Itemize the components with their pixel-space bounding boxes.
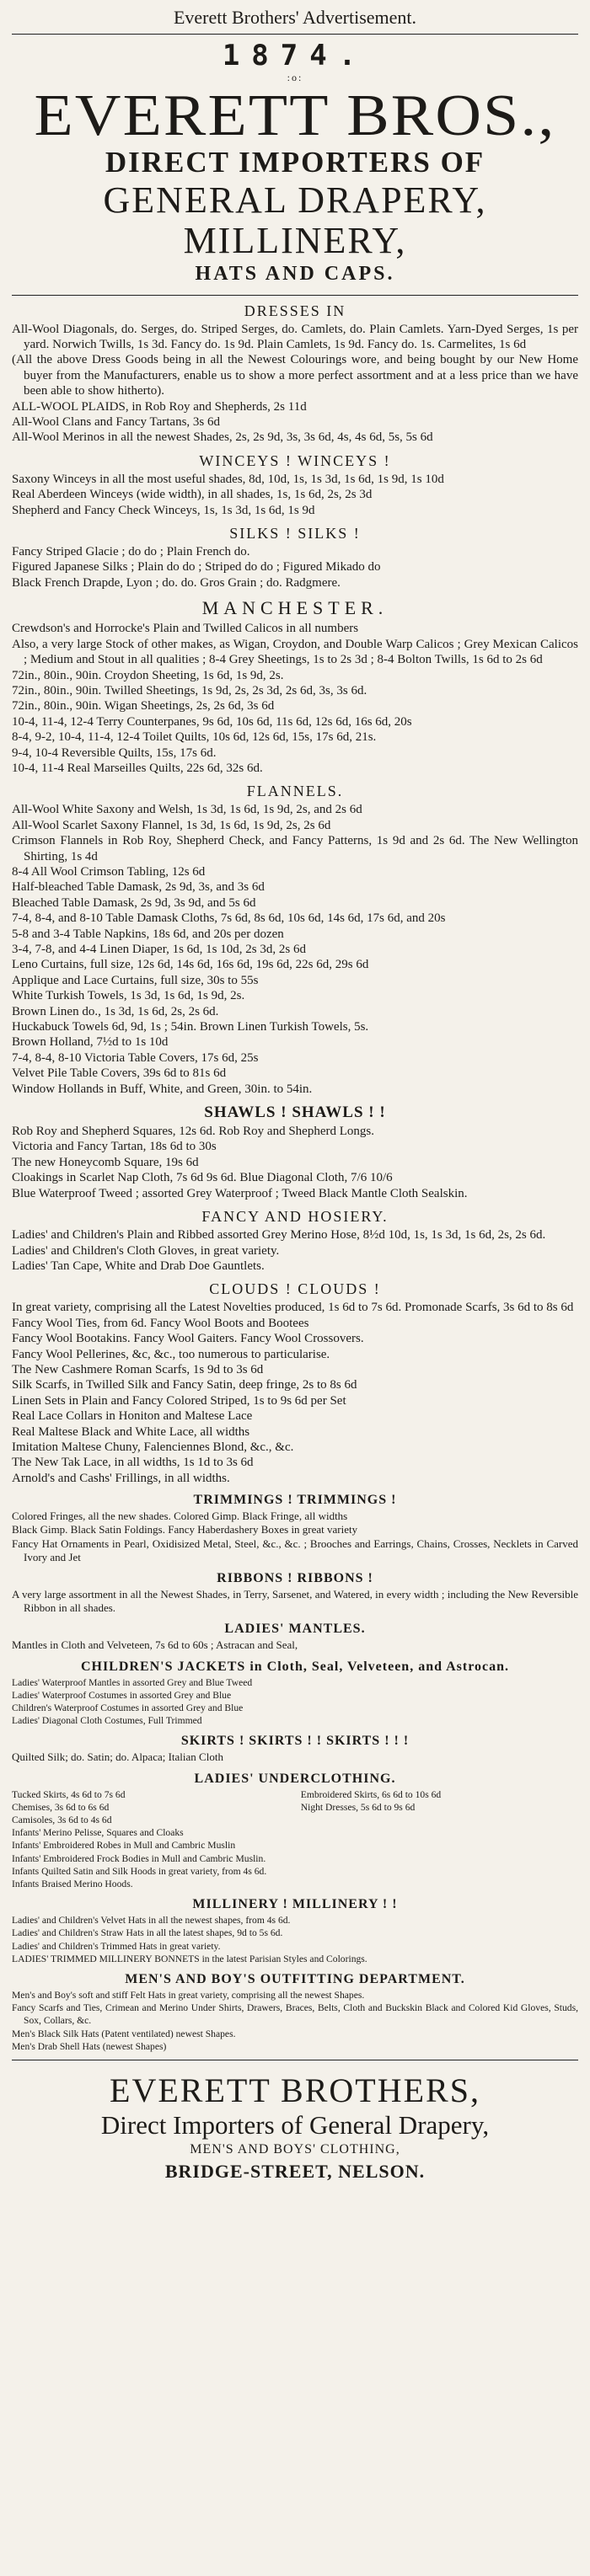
section-flannels (12, 802, 578, 1097)
masthead-line-2: GENERAL DRAPERY, MILLINERY, (103, 179, 487, 262)
masthead-line-1: DIRECT IMPORTERS OF (105, 146, 485, 179)
ad-line: Men's and Boy's soft and stiff Felt Hats in great variety, comprising all the newest Shapes. (12, 1990, 365, 2001)
ad-line: Infants Quilted Satin and Silk Hoods in great variety, from 4s 6d. (12, 1865, 267, 1877)
ad-line: Night Dresses, 5s 6d to 9s 6d (300, 1801, 416, 1813)
ad-line: 72in., 80in., 90in. Wigan Sheetings, 2s, 2s 6d, 3s 6d (12, 699, 275, 713)
ad-line: Figured Japanese Silks ; Plain do do ; Striped do do ; Figured Mikado do (12, 560, 381, 575)
ad-line: Huckabuck Towels 6d, 9d, 1s ; 54in. Brown Linen Turkish Towels, 5s. (12, 1020, 369, 1034)
section-jackets (12, 1676, 578, 1728)
ad-line: Saxony Winceys in all the most useful shades, 8d, 10d, 1s, 1s 3d, 1s 6d, 1s 9d, 1s 10d (12, 472, 444, 486)
underclothing-right (301, 1788, 578, 1814)
ad-line: 10-4, 11-4 Real Marseilles Quilts, 22s 6d, 32s 6d. (12, 761, 263, 775)
ad-line: White Turkish Towels, 1s 3d, 1s 6d, 1s 9d, 2s. (12, 989, 245, 1003)
ad-line: Victoria and Fancy Tartan, 18s 6d to 30s (12, 1140, 217, 1154)
section-skirts (12, 1750, 578, 1764)
section-manchester (12, 621, 578, 776)
ad-line: Ladies' and Children's Straw Hats in all the latest shapes, 9d to 5s 6d. (12, 1927, 283, 1939)
footer-line-2: MEN'S AND BOYS' CLOTHING, (190, 2142, 400, 2157)
ad-line: Ladies' and Children's Cloth Gloves, in great variety. (12, 1243, 280, 1258)
ad-line: ALL-WOOL PLAIDS, in Rob Roy and Shepherds, 2s 11d (12, 399, 307, 414)
ad-line: Window Hollands in Buff, White, and Green, 30in. to 54in. (12, 1082, 313, 1096)
ad-line: Bleached Table Damask, 2s 9d, 3s 9d, and 5s 6d (12, 895, 256, 910)
ad-line: Black Gimp. Black Satin Foldings. Fancy Haberdashery Boxes in great variety (12, 1523, 358, 1537)
section-ribbons (12, 1588, 578, 1615)
section-title-shawls: SHAWLS ! SHAWLS ! ! (204, 1104, 386, 1122)
ad-line: Cloakings in Scarlet Nap Cloth, 7s 6d 9s 6d. Blue Diagonal Cloth, 7/6 10/6 (12, 1171, 393, 1185)
section-title-flannels: FLANNELS. (246, 783, 344, 800)
ad-line: Colored Fringes, all the new shades. Colored Gimp. Black Fringe, all widths (12, 1510, 348, 1523)
ad-line: The new Honeycomb Square, 19s 6d (12, 1155, 199, 1169)
ad-line: Real Maltese Black and White Lace, all widths (12, 1424, 250, 1439)
running-head: Everett Brothers' Advertisement. (12, 3, 578, 35)
ad-line: All-Wool Diagonals, do. Serges, do. Striped Serges, do. Camlets, do. Plain Camlets. Yarn-Dyed Serges, 1s per yard. Norwich Twills, 1s 3d. Fancy do. 1s 9d. Plain Camlets, 1s 9d. Fancy do. 1s. Carmelites, 1s 6d (12, 322, 578, 352)
footer-line-3: BRIDGE-STREET, NELSON. (164, 2160, 426, 2182)
section-winceys (12, 472, 578, 518)
ad-line: 3-4, 7-8, and 4-4 Linen Diaper, 1s 6d, 1s 10d, 2s 3d, 2s 6d (12, 943, 306, 957)
ad-line: Applique and Lace Curtains, full size, 30s to 55s (12, 973, 259, 987)
section-title-millinery: MILLINERY ! MILLINERY ! ! (192, 1897, 398, 1912)
ad-line: Brown Holland, 7½d to 1s 10d (12, 1035, 169, 1050)
section-title-manchester: MANCHESTER. (201, 597, 389, 619)
footer-brand: EVERETT BROTHERS, (110, 2071, 480, 2110)
section-title-silks: SILKS ! SILKS ! (229, 525, 361, 542)
ad-line: 10-4, 11-4, 12-4 Terry Counterpanes, 9s 6d, 10s 6d, 11s 6d, 12s 6d, 16s 6d, 20s (12, 714, 412, 729)
ad-line: Half-bleached Table Damask, 2s 9d, 3s, and 3s 6d (12, 880, 265, 895)
ad-line: Mantles in Cloth and Velveteen, 7s 6d to 60s ; Astracan and Seal, (12, 1638, 298, 1652)
ad-line: Infants' Embroidered Robes in Mull and Cambric Muslin (12, 1840, 236, 1852)
ad-line: Shepherd and Fancy Check Winceys, 1s, 1s 3d, 1s 6d, 1s 9d (12, 503, 315, 517)
ad-line: Ladies' and Children's Velvet Hats in all the newest shapes, from 4s 6d. (12, 1915, 291, 1927)
section-millinery (12, 1914, 578, 1965)
section-outfitting (12, 1989, 578, 2053)
ad-line: Velvet Pile Table Covers, 39s 6d to 81s 6d (12, 1066, 227, 1081)
footer-line-1: Direct Importers of General Drapery, (100, 2110, 490, 2140)
section-title-ribbons: RIBBONS ! RIBBONS ! (217, 1571, 373, 1586)
ad-line: The New Tak Lace, in all widths, 1s 1d to 3s 6d (12, 1456, 254, 1470)
ad-line: All-Wool White Saxony and Welsh, 1s 3d, 1s 6d, 1s 9d, 2s, and 2s 6d (12, 803, 362, 817)
ad-line: Black French Drapde, Lyon ; do. do. Gros Grain ; do. Radgmere. (12, 575, 341, 590)
underclothing-columns (12, 1788, 578, 1814)
section-title-winceys: WINCEYS ! WINCEYS ! (199, 452, 391, 469)
ad-line: Silk Scarfs, in Twilled Silk and Fancy Satin, deep fringe, 2s to 8s 6d (12, 1378, 357, 1392)
brand-name: EVERETT BROS., (34, 83, 556, 148)
ad-line: Men's Black Silk Hats (Patent ventilated) newest Shapes. (12, 2028, 236, 2039)
ad-line: Ladies' and Children's Trimmed Hats in great variety. (12, 1940, 221, 1952)
ad-line: Fancy Wool Bootakins. Fancy Wool Gaiters. Fancy Wool Crossovers. (12, 1332, 364, 1346)
ad-line: Tucked Skirts, 4s 6d to 7s 6d (12, 1788, 126, 1800)
ad-line: Leno Curtains, full size, 12s 6d, 14s 6d, 16s 6d, 19s 6d, 22s 6d, 29s 6d (12, 958, 369, 972)
ad-line: 72in., 80in., 90in. Croydon Sheeting, 1s 6d, 1s 9d, 2s. (12, 668, 284, 682)
ad-line: Linen Sets in Plain and Fancy Colored Striped, 1s to 9s 6d per Set (12, 1393, 346, 1408)
ad-line: 8-4 All Wool Crimson Tabling, 12s 6d (12, 864, 206, 879)
ad-line: 7-4, 8-4, and 8-10 Table Damask Cloths, 7s 6d, 8s 6d, 10s 6d, 14s 6d, 17s 6d, and 20s (12, 911, 446, 926)
ad-line: LADIES' TRIMMED MILLINERY BONNETS in the latest Parisian Styles and Colorings. (12, 1953, 367, 1964)
ad-line: Men's Drab Shell Hats (newest Shapes) (12, 2040, 167, 2052)
ad-line: Children's Waterproof Costumes in assorted Grey and Blue (12, 1702, 244, 1714)
section-silks (12, 544, 578, 591)
advertisement-page (12, 0, 578, 2183)
section-title-jackets: CHILDREN'S JACKETS in Cloth, Seal, Velveteen, and Astrocan. (80, 1659, 510, 1674)
section-fancy (12, 1227, 578, 1274)
section-title-skirts: SKIRTS ! SKIRTS ! ! SKIRTS ! ! ! (180, 1734, 410, 1749)
ad-line: Fancy Striped Glacie ; do do ; Plain French do. (12, 545, 250, 559)
ad-line: Fancy Hat Ornaments in Pearl, Oxidisized Metal, Steel, &c., &c. ; Brooches and Earrings, Chains, Crosses, Necklets in Carved Ivory and Jet (12, 1537, 578, 1563)
ad-line: (All the above Dress Goods being in all the Newest Colourings wore, and being bought by our New Home buyer from the Manufacturers, enable us to show a more perfect assortment and at a less price than we have been able to show hitherto). (12, 353, 578, 398)
ad-line: Infants' Merino Pelisse, Squares and Cloaks (12, 1827, 184, 1839)
ad-line: Ladies' Waterproof Mantles in assorted Grey and Blue Tweed (12, 1676, 253, 1688)
ad-line: 7-4, 8-4, 8-10 Victoria Table Covers, 17s 6d, 25s (12, 1050, 259, 1065)
year-heading: 1874. (222, 39, 368, 72)
section-title-fancy: FANCY AND HOSIERY. (201, 1208, 389, 1226)
section-title-underclothing: LADIES' UNDERCLOTHING. (194, 1771, 396, 1786)
ad-line: All-Wool Merinos in all the newest Shades, 2s, 2s 9d, 3s, 3s 6d, 4s, 4s 6d, 5s, 5s 6d (12, 430, 433, 445)
section-title-dresses: DRESSES IN (244, 302, 346, 319)
underclothing-left (12, 1788, 289, 1814)
ad-line: Brown Linen do., 1s 3d, 1s 6d, 2s, 2s 6d. (12, 1004, 219, 1018)
ad-line: Arnold's and Cashs' Frillings, in all widths. (12, 1471, 230, 1485)
ad-line: Chemises, 3s 6d to 6s 6d (12, 1801, 110, 1813)
section-title-clouds: CLOUDS ! CLOUDS ! (209, 1280, 381, 1298)
section-dresses (12, 322, 578, 446)
ad-line: In great variety, comprising all the Latest Novelties produced, 1s 6d to 7s 6d. Promonade Scarfs, 3s 6d to 8s 6d (12, 1301, 574, 1315)
ad-line: 8-4, 9-2, 10-4, 11-4, 12-4 Toilet Quilts, 10s 6d, 12s 6d, 15s, 17s 6d, 21s. (12, 730, 377, 745)
ad-line: Blue Waterproof Tweed ; assorted Grey Waterproof ; Tweed Black Mantle Cloth Sealskin. (12, 1186, 468, 1200)
ad-line: Imitation Maltese Chuny, Falenciennes Blond, &c., &c. (12, 1440, 294, 1454)
section-shawls (12, 1124, 578, 1201)
ad-line: All-Wool Clans and Fancy Tartans, 3s 6d (12, 415, 221, 430)
section-title-outfitting: MEN'S AND BOY'S OUTFITTING DEPARTMENT. (125, 1972, 465, 1987)
ad-line: Crimson Flannels in Rob Roy, Shepherd Check, and Fancy Patterns, 1s 9d and 2s 6d. The New Wellington Shirting, 1s 4d (12, 834, 578, 863)
ad-line: Embroidered Skirts, 6s 6d to 10s 6d (300, 1788, 442, 1800)
ad-line: The New Cashmere Roman Scarfs, 1s 9d to 3s 6d (12, 1362, 264, 1376)
ad-line: Camisoles, 3s 6d to 4s 6d (12, 1814, 112, 1826)
ornament-divider: :o: (287, 72, 303, 83)
ad-line: Rob Roy and Shepherd Squares, 12s 6d. Rob Roy and Shepherd Longs. (12, 1125, 374, 1139)
ad-line: Real Aberdeen Winceys (wide width), in all shades, 1s, 1s 6d, 2s, 2s 3d (12, 488, 373, 502)
ad-line: Infants' Embroidered Frock Bodies in Mull and Cambric Muslin. (12, 1852, 266, 1864)
masthead-line-3: HATS AND CAPS. (195, 263, 395, 286)
ad-line: Fancy Wool Ties, from 6d. Fancy Wool Boots and Bootees (12, 1316, 309, 1330)
section-title-trimmings: TRIMMINGS ! TRIMMINGS ! (193, 1493, 397, 1508)
section-trimmings (12, 1510, 578, 1564)
ad-line: Ladies' Waterproof Costumes in assorted Grey and Blue (12, 1689, 232, 1701)
ad-line: Ladies' and Children's Plain and Ribbed assorted Grey Merino Hose, 8½d 10d, 1s, 1s 3d, 1s 6d, 2s, 2s 6d. (12, 1228, 546, 1243)
ad-line: 72in., 80in., 90in. Twilled Sheetings, 1s 9d, 2s, 2s 3d, 2s 6d, 3s, 3s 6d. (12, 683, 367, 697)
ad-line: 9-4, 10-4 Reversible Quilts, 15s, 17s 6d. (12, 746, 217, 760)
ad-line: Ladies' Diagonal Cloth Costumes, Full Trimmed (12, 1715, 202, 1727)
masthead-rule (12, 295, 578, 296)
ad-line: Also, a very large Stock of other makes, as Wigan, Croydon, and Double Warp Calicos ; Grey Mexican Calicos ; Medium and Stout in all qualities ; 8-4 Grey Sheetings, 1s to 2s 3d ; 8-4 Bolton Twills, 1s 6d to 2s 6d (12, 637, 578, 667)
ad-line: All-Wool Scarlet Saxony Flannel, 1s 3d, 1s 6d, 1s 9d, 2s, 2s 6d (12, 818, 331, 832)
ad-line: Real Lace Collars in Honiton and Maltese Lace (12, 1409, 253, 1424)
ad-line: Fancy Scarfs and Ties, Crimean and Merino Under Shirts, Drawers, Braces, Belts, Cloth and Buckskin Black and Colored Kid Gloves, Studs, Sox, Collars, &c. (12, 2002, 578, 2027)
ad-line: A very large assortment in all the Newest Shades, in Terry, Sarsenet, and Watered, in every width ; including the New Reversible Ribbon in all shades. (12, 1588, 578, 1615)
ad-line: Crewdson's and Horrocke's Plain and Twilled Calicos in all numbers (12, 622, 359, 636)
ad-line: Fancy Wool Pellerines, &c, &c., too numerous to particularise. (12, 1347, 330, 1361)
section-clouds (12, 1300, 578, 1486)
ad-line: Infants Braised Merino Hoods. (12, 1879, 133, 1890)
section-underclothing (12, 1814, 578, 1890)
section-mantles (12, 1638, 578, 1652)
ad-line: 5-8 and 3-4 Table Napkins, 18s 6d, and 20s per dozen (12, 927, 284, 941)
ad-line: Ladies' Tan Cape, White and Drab Doe Gauntlets. (12, 1259, 265, 1273)
ad-line: Quilted Silk; do. Satin; do. Alpaca; Italian Cloth (12, 1750, 223, 1764)
section-title-mantles: LADIES' MANTLES. (224, 1622, 366, 1637)
